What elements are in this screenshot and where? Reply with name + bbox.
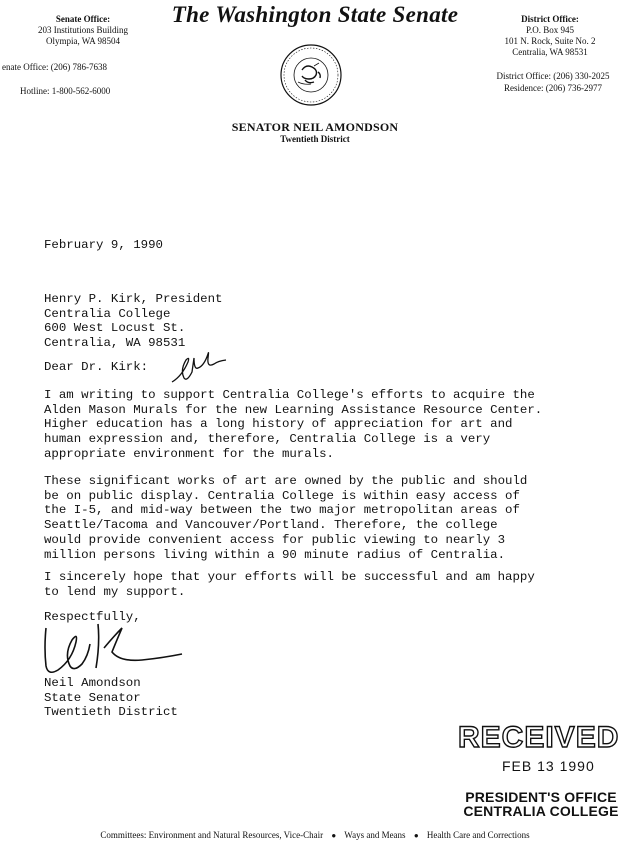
district-office-label: District Office: bbox=[521, 14, 579, 24]
letterhead-title: The Washington State Senate bbox=[171, 2, 459, 27]
letter-date: February 9, 1990 bbox=[44, 238, 163, 252]
office-stamp-line1: PRESIDENT'S OFFICE bbox=[465, 789, 617, 805]
signature-icon bbox=[36, 618, 186, 680]
district-office-line1: P.O. Box 945 bbox=[525, 25, 574, 35]
senate-office-line2: Olympia, WA 98504 bbox=[45, 36, 121, 46]
senate-office-address bbox=[8, 14, 158, 47]
recipient-line: Centralia College bbox=[44, 306, 171, 321]
received-label: RECEIVED bbox=[458, 721, 620, 754]
recipient-address bbox=[44, 292, 222, 351]
district-office-address bbox=[480, 14, 620, 58]
recipient-line: 600 West Locust St. bbox=[44, 321, 186, 336]
hotline-phone: Hotline: 1-800-562-6000 bbox=[20, 86, 111, 96]
senator-name: SENATOR NEIL AMONDSON bbox=[231, 120, 399, 134]
committees-footer bbox=[0, 830, 630, 840]
signer-title: State Senator bbox=[44, 690, 141, 705]
body-paragraph-1: I am writing to support Centralia College's efforts to acquire the Alden Mason Murals for the new Learning Assistance Resource Center. Higher education has a long history of appreciation for art and human expression and, therefore, Centralia College is a very appropriate environment for the murals. bbox=[44, 388, 543, 461]
senator-heading bbox=[190, 120, 440, 144]
recipient-line: Centralia, WA 98531 bbox=[44, 336, 186, 351]
closing: Respectfully, bbox=[44, 610, 141, 624]
received-stamp bbox=[458, 722, 618, 774]
bullet-icon: ● bbox=[331, 831, 337, 840]
senate-office-phone: enate Office: (206) 786-7638 bbox=[2, 62, 108, 72]
body-paragraph-3: I sincerely hope that your efforts will be successful and am happy to lend my support. bbox=[44, 570, 535, 599]
signer-name: Neil Amondson bbox=[44, 676, 141, 690]
office-stamp bbox=[456, 790, 626, 818]
received-date: FEB 13 1990 bbox=[502, 758, 595, 774]
state-seal-icon bbox=[278, 42, 344, 108]
bullet-icon: ● bbox=[413, 831, 419, 840]
handwritten-initials-icon bbox=[168, 350, 230, 386]
district-phones bbox=[478, 70, 628, 94]
committee-3: Health Care and Corrections bbox=[426, 830, 530, 840]
senator-district: Twentieth District bbox=[280, 134, 350, 144]
senate-office-line1: 203 Institutions Building bbox=[37, 25, 128, 35]
recipient-line: Henry P. Kirk, President bbox=[44, 292, 223, 306]
district-office-line3: Centralia, WA 98531 bbox=[512, 47, 588, 57]
signer-district: Twentieth District bbox=[44, 705, 178, 720]
district-office-phone: District Office: (206) 330-2025 bbox=[496, 71, 610, 81]
body-paragraph-2: These significant works of art are owned by the public and should be on public display. Centralia College is within easy access of the I-5, and mid-way between the two major metropolitan areas of Seattle/Tacoma and Vancouver/Portland. Therefore, the college would provide convenient access for public viewing to nearly 3 million persons living within a 90 minute radius of Centralia. bbox=[44, 474, 528, 562]
district-office-line2: 101 N. Rock, Suite No. 2 bbox=[504, 36, 596, 46]
residence-phone: Residence: (206) 736-2977 bbox=[504, 83, 602, 93]
signature-block bbox=[44, 676, 178, 720]
committee-2: Ways and Means bbox=[344, 830, 406, 840]
senate-office-label: Senate Office: bbox=[55, 14, 111, 24]
salutation: Dear Dr. Kirk: bbox=[44, 360, 149, 374]
committee-1: Committees: Environment and Natural Resources, Vice-Chair bbox=[100, 830, 324, 840]
office-stamp-line2: CENTRALIA COLLEGE bbox=[463, 803, 619, 819]
